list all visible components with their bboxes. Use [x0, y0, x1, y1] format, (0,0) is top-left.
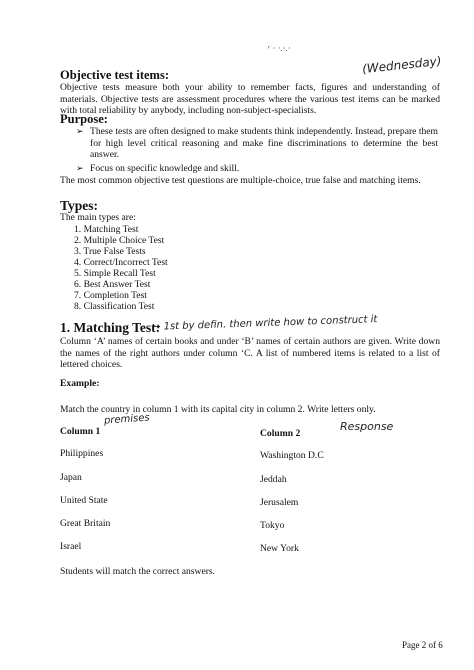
type-item: 4. Correct/Incorrect Test [74, 257, 168, 268]
section-heading-types: Types: [60, 198, 99, 213]
type-item: 6. Best Answer Test [74, 279, 151, 290]
column-1-item: Great Britain [60, 518, 111, 529]
purpose-bullet-1: These tests are often designed to make students think independently. Instead, prepare them for high level critical reasoning and make fine discriminations to determine the best answer. [90, 126, 438, 161]
column-2-header: Column 2 [260, 428, 301, 439]
handwritten-premises: premises [103, 412, 151, 427]
handwritten-scribble: ʳ · ·.·.· [268, 44, 291, 53]
types-intro: The main types are: [60, 212, 136, 223]
page-number: Page 2 of 6 [402, 640, 443, 650]
type-item: 5. Simple Recall Test [74, 268, 156, 279]
column-2-item: Jerusalem [260, 497, 299, 508]
section-heading-matching: 1. Matching Test: [60, 320, 161, 335]
example-heading: Example: [60, 378, 100, 389]
column-2-item: Washington D.C [260, 450, 324, 461]
purpose-summary: The most common objective test questions are multiple-choice, true false and matching items. [60, 175, 421, 186]
column-1-item: Israel [60, 541, 82, 552]
section-heading-purpose: Purpose: [60, 112, 108, 126]
column-2-item: Jeddah [260, 474, 287, 485]
bullet-arrow-icon: ➢ [76, 163, 84, 173]
column-1-item: Japan [60, 472, 82, 483]
column-1-item: Philippines [60, 448, 104, 459]
column-2-item: New York [260, 543, 299, 554]
handwritten-matching-note: → 1st by defin. then write how to construct it [151, 314, 378, 333]
bullet-arrow-icon: ➢ [76, 126, 84, 136]
handwritten-response: Response [340, 420, 394, 433]
example-instruction: Match the country in column 1 with its capital city in column 2. Write letters only. [60, 404, 376, 415]
type-item: 1. Matching Test [74, 224, 139, 235]
type-item: 8. Classification Test [74, 301, 155, 312]
type-item: 2. Multiple Choice Test [74, 235, 165, 246]
handwritten-day-note: (Wednesday) [361, 53, 443, 77]
column-1-header: Column 1 [60, 426, 101, 437]
objective-paragraph: Objective tests measure both your ability to remember facts, figures and understanding of materials. Objective tests are assessment procedures where the various test items can be marked with total reliability by anybody, including non-subject-specialists. [60, 82, 440, 117]
type-item: 7. Completion Test [74, 290, 147, 301]
purpose-bullet-2: Focus on specific knowledge and skill. [90, 163, 240, 174]
matching-paragraph: Column ‘A’ names of certain books and under ‘B’ names of certain authors are given. Write down the names of the right authors under column ‘C. A list of numbered items is related to a list of lettered choices. [60, 336, 440, 371]
column-1-item: United State [60, 495, 108, 506]
example-footer-note: Students will match the correct answers. [60, 566, 216, 577]
column-2-item: Tokyo [260, 520, 285, 531]
section-heading-objective: Objective test items: [60, 68, 169, 82]
type-item: 3. True False Tests [74, 246, 146, 257]
